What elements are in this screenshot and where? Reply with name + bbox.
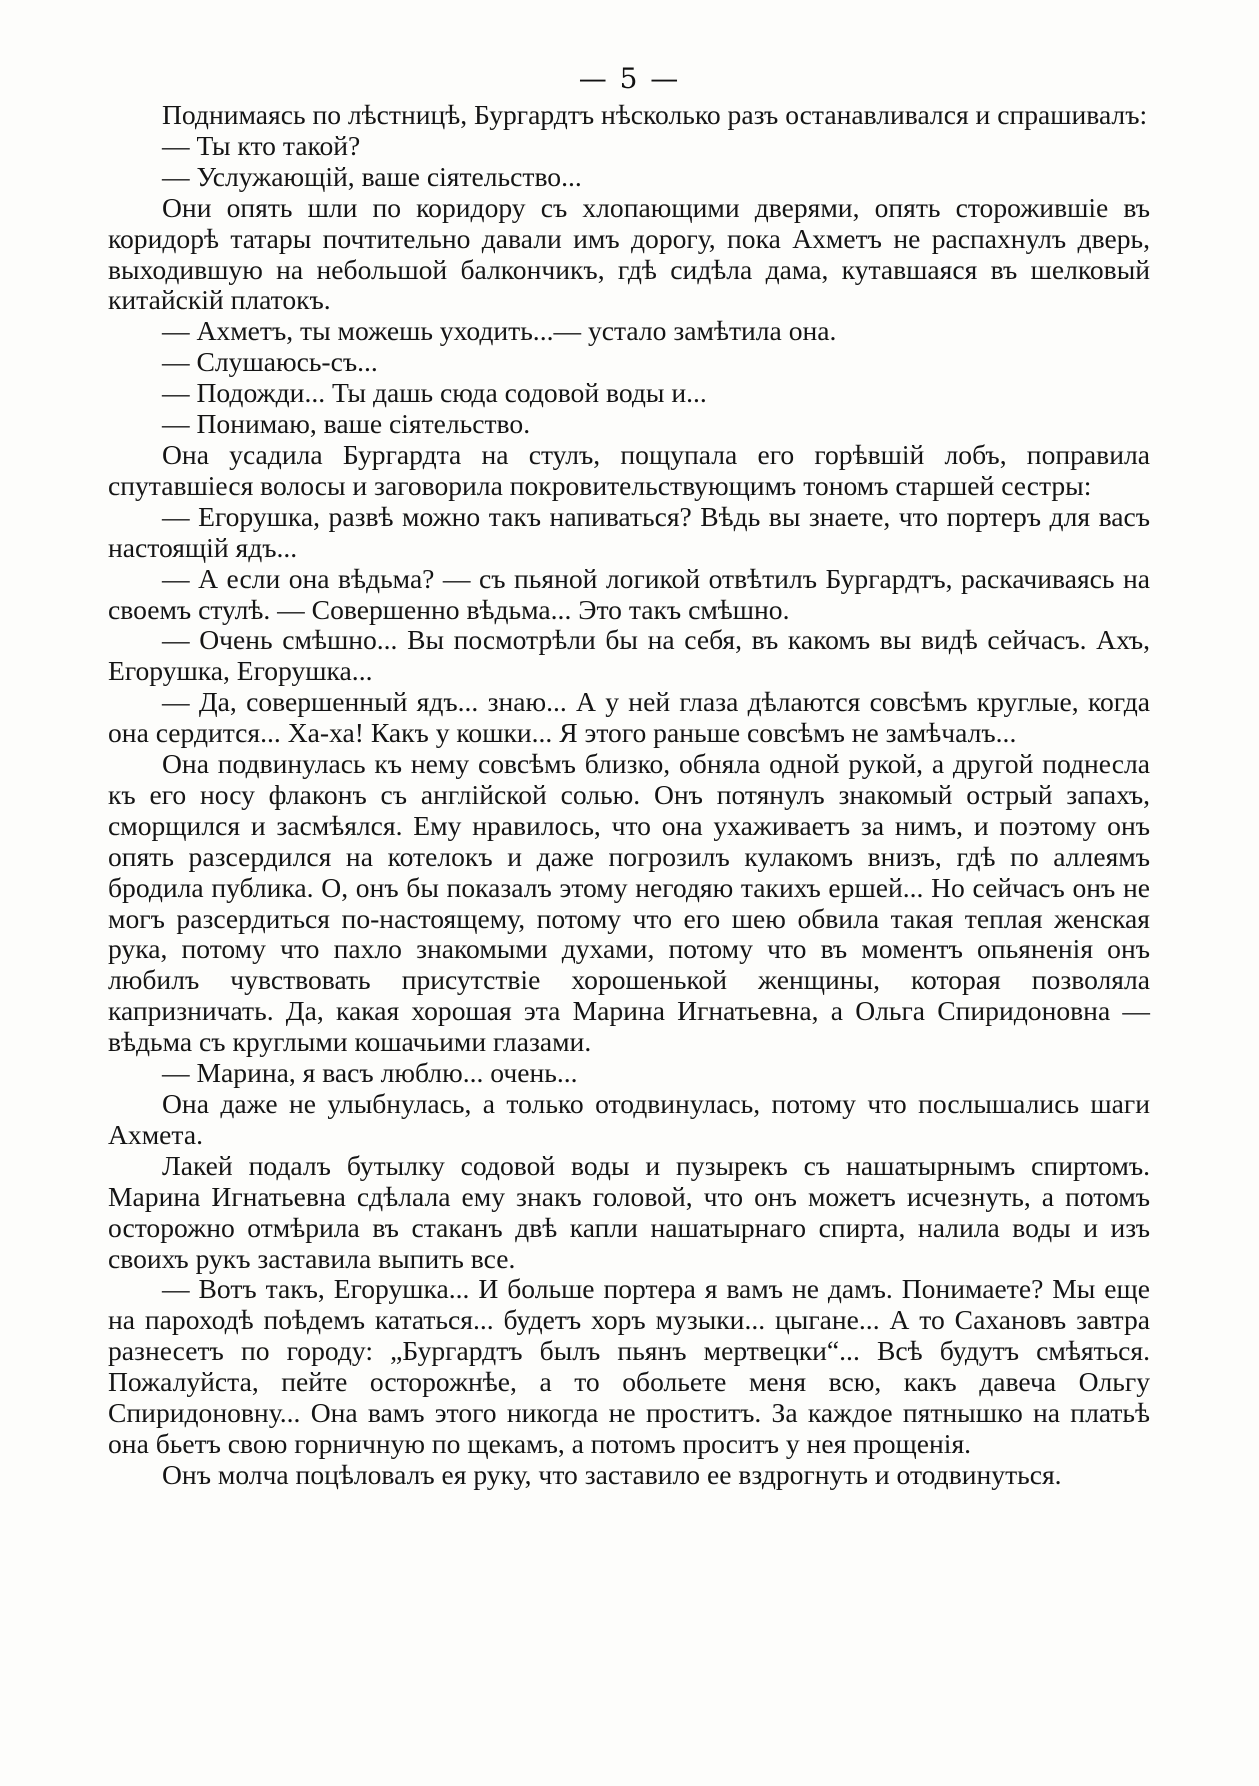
paragraph: — Ахметъ, ты можешь уходить...— устало замѣтила она. — [162, 315, 837, 347]
paragraph: Она подвинулась къ нему совсѣмъ близко, обняла одной рукой, а другой поднесла къ его носу флаконъ съ англійской солью. Онъ потянулъ знакомый острый запахъ, сморщился и засмѣялся. Ему нравилось, что она ухаживаетъ за нимъ, и поэтому онъ опять разсердился на котелокъ и даже погрозилъ кулакомъ внизъ, гдѣ по аллеямъ бродила публика. О, онъ бы показалъ этому негодяю такихъ ершей... Но сейчасъ онъ не могъ разсердиться по-настоящему, потому что его шею обвила такая теплая женская рука, потому что пахло знакомыми духами, потому что въ моментъ опьяненія онъ любилъ чувствовать присутствіе хорошенькой женщины, которая позволяла капризничать. Да, какая хорошая эта Марина Игнатьевна, а Ольга Спиридоновна — вѣдьма съ круглыми кошачьими глазами. — [108, 748, 1150, 1058]
paragraph: — Да, совершенный ядъ... знаю... А у ней глаза дѣлаются совсѣмъ круглые, когда она сердится... Ха-ха! Какъ у кошки... Я этого раньше совсѣмъ не замѣчалъ... — [108, 686, 1150, 749]
paragraph: Онъ молча поцѣловалъ ея руку, что заставило ее вздрогнуть и отодвинуться. — [162, 1458, 1062, 1490]
paragraph: — Ты кто такой? — [162, 129, 361, 161]
paragraph: Они опять шли по коридору съ хлопающими дверями, опять сторожившіе въ коридорѣ татары почтительно давали имъ дорогу, пока Ахметъ не распахнулъ дверь, выходившую на небольшой балкончикъ, гдѣ сидѣла дама, кутавшаяся въ шелковый китайскій платокъ. — [108, 191, 1150, 316]
paragraph: Лакей подалъ бутылку содовой воды и пузырекъ съ нашатырнымъ спиртомъ. Марина Игнатьевна сдѣлала ему знакъ головой, что онъ можетъ исчезнуть, а потомъ осторожно отмѣрила въ стаканъ двѣ капли нашатырнаго спирта, налила воды и изъ своихъ рукъ заставила выпить все. — [108, 1149, 1150, 1274]
paragraph: — Слушаюсь-съ... — [162, 346, 378, 378]
paragraph: — Марина, я васъ люблю... очень... — [162, 1057, 578, 1089]
paragraph: — Очень смѣшно... Вы посмотрѣли бы на себя, въ какомъ вы видѣ сейчасъ. Ахъ, Егорушка, Егорушка... — [108, 624, 1150, 687]
paragraph: — А если она вѣдьма? — съ пьяной логикой отвѣтилъ Бургардтъ, раскачиваясь на своемъ стулѣ. — Совершенно вѣдьма... Это такъ смѣшно. — [108, 562, 1150, 625]
paragraph: — Егорушка, развѣ можно такъ напиваться? Вѣдь вы знаете, что портеръ для васъ настоящій ядъ... — [108, 500, 1150, 563]
paragraph: Поднимаясь по лѣстницѣ, Бургардтъ нѣсколько разъ останавливался и спрашивалъ: — [162, 99, 1148, 130]
page-number: — 5 — — [578, 62, 681, 95]
text-body — [108, 100, 1150, 1491]
paragraph: Она усадила Бургардта на стулъ, пощупала его горѣвшій лобъ, поправила спутавшіеся волосы и заговорила покровительствующимъ тономъ старшей сестры: — [108, 438, 1150, 501]
paragraph: — Услужающій, ваше сіятельство... — [162, 160, 582, 192]
paragraph: — Вотъ такъ, Егорушка... И больше портера я вамъ не дамъ. Понимаете? Мы еще на пароходѣ поѣдемъ кататься... будетъ хоръ музыки... цыгане... А то Сахановъ завтра разнесетъ по городу: „Бургардтъ былъ пьянъ мертвецки“... Всѣ будутъ смѣяться. Пожалуйста, пейте осторожнѣе, а то обольете меня всю, какъ давеча Ольгу Спиридоновну... Она вамъ этого никогда не проститъ. За каждое пятнышко на платьѣ она бьетъ свою горничную по щекамъ, а потомъ проситъ у нея прощенія. — [108, 1273, 1150, 1459]
paragraph: — Подожди... Ты дашь сюда содовой воды и... — [162, 377, 707, 409]
paragraph: — Понимаю, ваше сіятельство. — [162, 408, 531, 440]
paragraph: Она даже не улыбнулась, а только отодвинулась, потому что послышались шаги Ахмета. — [108, 1088, 1150, 1150]
